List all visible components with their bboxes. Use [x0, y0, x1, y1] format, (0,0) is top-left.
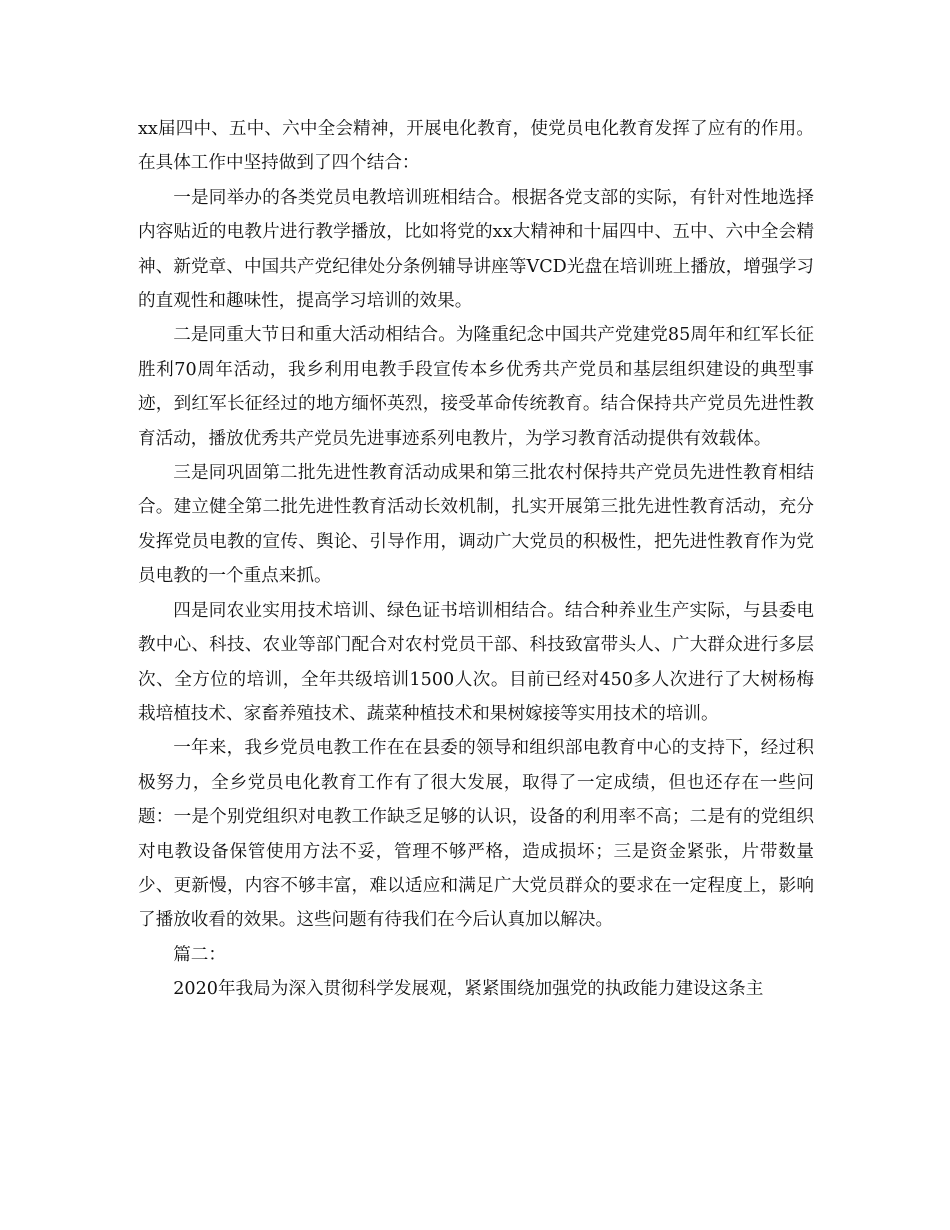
paragraph-combination-4: 四是同农业实用技术培训、绿色证书培训相结合。结合种养业生产实际，与县委电教中心、科技、农业等部门配合对农村党员干部、科技致富带头人、广大群众进行多层次、全方位的培训，全年共级培训1500人次。目前已经对450多人次进行了大树杨梅栽培植技术、家畜养殖技术、蔬菜种植技术和果树嫁接等实用技术的培训。 — [138, 600, 814, 724]
paragraph-continuation: xx届四中、五中、六中全会精神，开展电化教育，使党员电化教育发挥了应有的作用。在具体工作中坚持做到了四个结合： — [138, 119, 814, 174]
document-body — [138, 112, 814, 1007]
paragraph-combination-3: 三是同巩固第二批先进性教育活动成果和第三批农村保持共产党员先进性教育相结合。建立健全第二批先进性教育活动长效机制，扎实开展第三批先进性教育活动，充分发挥党员电教的宣传、舆论、引导作用，调动广大党员的积极性，把先进性教育作为党员电教的一个重点来抓。 — [138, 463, 814, 587]
section-heading-part-two: 篇二： — [173, 944, 226, 965]
paragraph-combination-2: 二是同重大节日和重大活动相结合。为隆重纪念中国共产党建党85周年和红军长征胜利70周年活动，我乡利用电教手段宣传本乡优秀共产党员和基层组织建设的典型事迹，到红军长征经过的地方缅怀英烈，接受革命传统教育。结合保持共产党员先进性教育活动，播放优秀共产党员先进事迹系列电教片，为学习教育活动提供有效载体。 — [138, 325, 814, 449]
paragraph-combination-1: 一是同举办的各类党员电教培训班相结合。根据各党支部的实际，有针对性地选择内容贴近的电教片进行教学播放，比如将党的xx大精神和十届四中、五中、六中全会精神、新党章、中国共产党纪律处分条例辅导讲座等VCD光盘在培训班上播放，增强学习的直观性和趣味性，提高学习培训的效果。 — [138, 187, 814, 312]
paragraph-part-two-intro: 2020年我局为深入贯彻科学发展观，紧紧围绕加强党的执政能力建设这条主 — [173, 979, 764, 1000]
paragraph-summary: 一年来，我乡党员电教工作在在县委的领导和组织部电教育中心的支持下，经过积极努力，全乡党员电化教育工作有了很大发展，取得了一定成绩，但也还存在一些问题：一是个别党组织对电教工作缺乏足够的认识，设备的利用率不高；二是有的党组织对电教设备保管使用方法不妥，管理不够严格，造成损坏；三是资金紧张，片带数量少、更新慢，内容不够丰富，难以适应和满足广大党员群众的要求在一定程度上，影响了播放收看的效果。这些问题有待我们在今后认真加以解决。 — [138, 738, 814, 931]
